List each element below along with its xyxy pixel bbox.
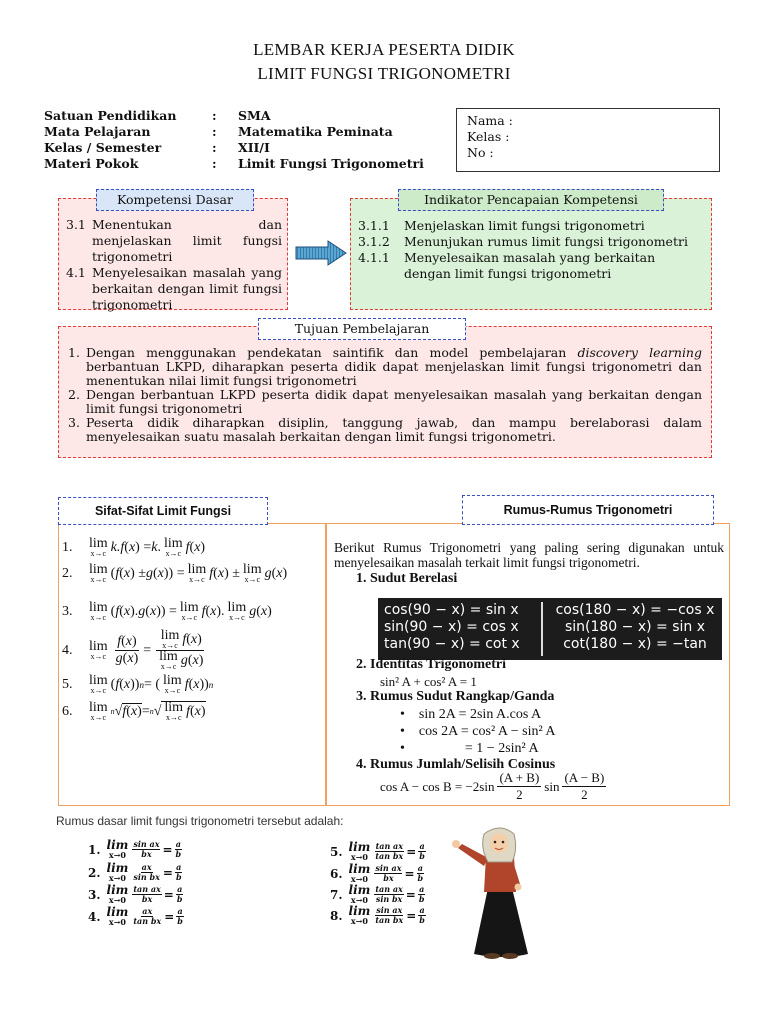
- teacher-illustration: [448, 826, 558, 962]
- list-item: 1. Dengan menggunakan pendekatan saintifik dan model pembelajaran discovery learning berbantuan LKPD, diharapkan peserta didik dapat menjelaskan limit fungsi trigonometri dan menentukan nilai limit fungsi trigonometri: [68, 345, 702, 388]
- kompetensi-dasar-title: Kompetensi Dasar: [96, 189, 254, 211]
- dasar-item-4: 4. lim x→0 $\frac{ax}{\text{tan bx}}$ = $\frac{a}{b}$: [88, 905, 183, 927]
- relasi-formula: cos(180 − x) = −cos x: [555, 602, 715, 618]
- rumus-s4: 4. Rumus Jumlah/Selisih Cosinus: [356, 757, 556, 772]
- no-field[interactable]: No :: [467, 145, 494, 160]
- list-item: 2. Dengan berbantuan LKPD peserta didik dapat menyelesaikan masalah yang berkaitan dengan limit fungsi trigonometri: [68, 387, 702, 416]
- rumus-s3: 3. Rumus Sudut Rangkap/Ganda: [356, 689, 555, 704]
- sudut-berelasi-image: [378, 598, 722, 660]
- sifat-item-2: 2. lim x→c ( f ( x ) ± g ( x )) = lim x→c f ( x ) ± lim x→c g ( x ): [62, 562, 288, 584]
- info-sep: :: [212, 108, 217, 123]
- info-table: [44, 108, 428, 172]
- page-subtitle: LIMIT FUNGSI TRIGONOMETRI: [257, 64, 511, 83]
- rumus-intro: Berikut Rumus Trigonometri yang paling sering digunakan untuk menyelesaikan masalah terkait limit fungsi trigonometri.: [334, 540, 724, 570]
- dasar-intro: Rumus dasar limit fungsi trigonometri tersebut adalah:: [56, 814, 344, 828]
- ganda-item: • sin 2A = 2sin A.cos A: [400, 707, 542, 722]
- info-sep: :: [212, 140, 217, 155]
- identity-box[interactable]: [456, 108, 720, 172]
- indikator-list: [358, 218, 706, 282]
- relasi-formula: cos(90 − x) = sin x: [384, 602, 519, 618]
- dasar-item-2: 2. lim x→0 $\frac{ax}{\text{sin bx}}$ = $\frac{a}{b}$: [88, 861, 182, 883]
- list-item: 3. Peserta didik diharapkan disiplin, tanggung jawab, dan mampu berelaborasi dalam menyelesaikan suatu masalah berkaitan dengan limit fungsi trigonometri.: [68, 415, 702, 444]
- sifat-item-6: 6. lim x→c n √ f(x) = n √ lim x→c f ( x ): [62, 699, 206, 722]
- sifat-item-4: 4. lim x→c $\frac{f(x)}{g(x)}$ = lim x→c f(x) lim x→c g(x): [62, 628, 204, 671]
- sifat-item-3: 3. lim x→c ( f ( x ). g ( x )) = lim x→c f ( x ). lim x→c g ( x ): [62, 600, 272, 622]
- rumus-title: Rumus-Rumus Trigonometri: [462, 495, 714, 525]
- info-label: Satuan Pendidikan: [44, 108, 177, 123]
- list-item: 3.1 Menentukan dan menjelaskan limit fungsi trigonometri: [66, 217, 282, 264]
- tujuan-title: Tujuan Pembelajaran: [258, 318, 466, 340]
- dasar-item-1: 1. lim x→0 $\frac{\text{sin ax}}{bx}$ = $\frac{a}{b}$: [88, 838, 182, 860]
- arrow-right-icon: [294, 240, 348, 266]
- nama-field[interactable]: Nama :: [467, 113, 513, 128]
- indikator-title: Indikator Pencapaian Kompetensi: [398, 189, 664, 211]
- info-sep: :: [212, 156, 217, 171]
- info-label: Kelas / Semester: [44, 140, 162, 155]
- sifat-item-1: 1. lim x→c k.f ( x ) = k . lim x→c f ( x ): [62, 536, 206, 558]
- ganda-item: • cos 2A = cos² A − sin² A: [400, 724, 556, 739]
- info-label: Mata Pelajaran: [44, 124, 151, 139]
- rumus-s1: 1. Sudut Berelasi: [356, 571, 458, 586]
- list-item: 4.1.1 Menyelesaikan masalah yang berkaitan dengan limit fungsi trigonometri: [358, 250, 656, 281]
- info-value: XII/I: [238, 140, 270, 155]
- info-sep: :: [212, 124, 217, 139]
- dasar-item-3: 3. lim x→0 $\frac{\text{tan ax}}{bx}$ = $\frac{a}{b}$: [88, 883, 183, 905]
- kelas-field[interactable]: Kelas :: [467, 129, 510, 144]
- relasi-formula: cot(180 − x) = −tan: [563, 636, 707, 652]
- kompetensi-dasar-list: [66, 217, 282, 313]
- dasar-item-5: 5. lim x→0 $\frac{\text{tan ax}}{\text{tan bx}}$ = $\frac{a}{b}$: [330, 840, 425, 862]
- ganda-item: • = 1 − 2sin² A: [400, 741, 539, 756]
- tujuan-list: [68, 346, 702, 444]
- info-value: Limit Fungsi Trigonometri: [238, 156, 424, 171]
- info-value: SMA: [238, 108, 271, 123]
- info-value: Matematika Peminata: [238, 124, 393, 139]
- list-item: 3.1.1 Menjelaskan limit fungsi trigonometri: [358, 218, 645, 233]
- identitas-formula: sin² A + cos² A = 1: [380, 674, 477, 689]
- page-title: LEMBAR KERJA PESERTA DIDIK: [253, 40, 515, 59]
- cos-diff-formula: cos A − cos B = −2sin $\frac{(A + B)}{2}$ sin $\frac{(A - B)}{2}$: [380, 770, 605, 802]
- sifat-title: Sifat-Sifat Limit Fungsi: [58, 497, 268, 525]
- relasi-formula: sin(90 − x) = cos x: [384, 619, 519, 635]
- relasi-formula: tan(90 − x) = cot x: [384, 636, 520, 652]
- sifat-item-5: 5. lim x→c ( f ( x )) n = ( lim x→c f ( x )) n: [62, 673, 214, 695]
- list-item: 4.1 Menyelesaikan masalah yang berkaitan dengan limit fungsi trigonometri: [66, 265, 282, 312]
- rumus-s2: 2. Identitas Trigonometri: [356, 657, 506, 672]
- list-item: 3.1.2 Menunjukan rumus limit fungsi trigonometri: [358, 234, 688, 249]
- dasar-item-7: 7. lim x→0 $\frac{\text{tan ax}}{\text{sin bx}}$ = $\frac{a}{b}$: [330, 883, 425, 905]
- dasar-item-6: 6. lim x→0 $\frac{\text{sin ax}}{bx}$ = $\frac{a}{b}$: [330, 862, 424, 884]
- dasar-item-8: 8. lim x→0 $\frac{\text{sin ax}}{\text{tan bx}}$ = $\frac{a}{b}$: [330, 904, 425, 926]
- relasi-formula: sin(180 − x) = sin x: [564, 619, 706, 635]
- info-label: Materi Pokok: [44, 156, 139, 171]
